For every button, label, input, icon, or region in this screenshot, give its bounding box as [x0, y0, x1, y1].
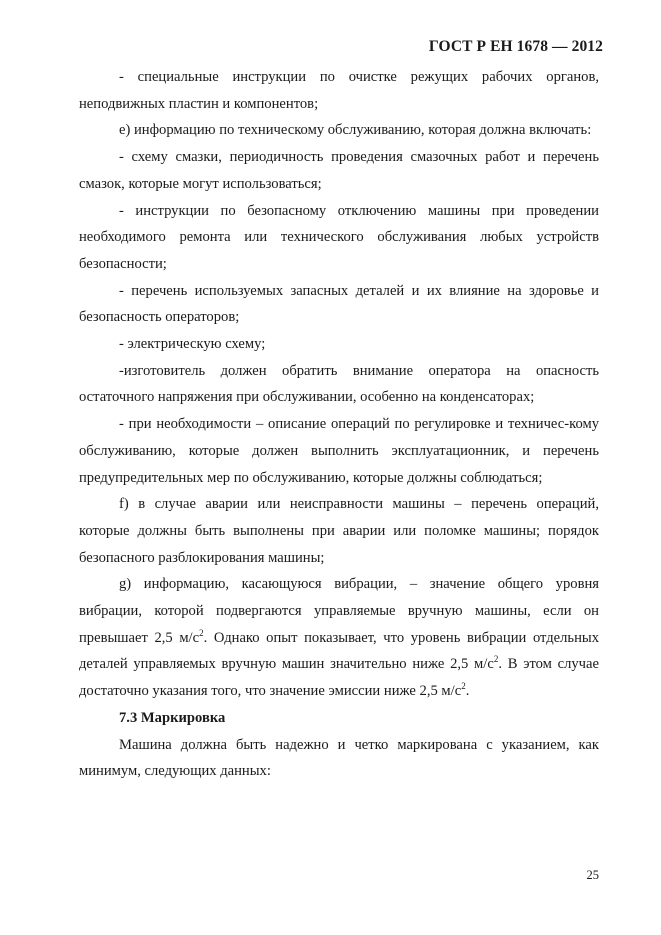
- paragraph-vibration: [79, 571, 599, 705]
- paragraph-emergency: f) в случае аварии или неисправности машины – перечень операций, которые должны быть выполнены при аварии или поломке машины; порядок безопасного разблокирования машины;: [79, 496, 599, 566]
- page-number: 25: [586, 868, 599, 882]
- superscript-2: 2: [199, 627, 204, 638]
- document-header: ГОСТ Р ЕН 1678 — 2012: [428, 38, 603, 55]
- paragraph-maintenance-info: е) информацию по техническому обслуживанию, которая должна включать:: [119, 122, 592, 139]
- paragraph-safe-shutdown: - инструкции по безопасному отключению машины при проведении необходимого ремонта или технического обслуживания любых устройств безопасности;: [79, 202, 599, 272]
- section-heading: 7.3 Маркировка: [119, 709, 226, 726]
- superscript-2: 2: [461, 681, 466, 692]
- paragraph-spare-parts: - перечень используемых запасных деталей и их влияние на здоровье и безопасность операторов;: [79, 282, 599, 326]
- paragraph-adjustment: - при необходимости – описание операций по регулировке и техничес-кому обслуживанию, которые должен выполнить эксплуатационник, и перечень предупредительных мер по обслуживанию, которые должны соблюдаться;: [79, 416, 599, 486]
- vibration-text-2: . Однако опыт показывает, что уровень вибрации отдельных деталей управляемых вручную машин значительно ниже 2,5 м/с: [79, 629, 599, 673]
- paragraph-electrical-scheme: - электрическую схему;: [119, 336, 266, 353]
- paragraph-residual-voltage: -изготовитель должен обратить внимание оператора на опасность остаточного напряжения при обслуживании, особенно на конденсаторах;: [79, 362, 599, 406]
- vibration-text-1: g) информацию, касающуюся вибрации, – значение общего уровня вибрации, которой подвергаются управляемые вручную машины, если он превышает 2,5 м/с: [79, 576, 599, 646]
- page-body: [79, 64, 599, 785]
- paragraph-marking: Машина должна быть надежно и четко маркирована с указанием, как минимум, следующих данных:: [79, 736, 599, 780]
- paragraph-cleaning-instructions: - специальные инструкции по очистке режущих рабочих органов, неподвижных пластин и компонентов;: [79, 69, 599, 112]
- superscript-2: 2: [493, 654, 499, 665]
- paragraph-lubrication: - схему смазки, периодичность проведения смазочных работ и перечень смазок, которые могут использоваться;: [79, 149, 599, 192]
- vibration-text-3: . В этом случае достаточно указания того, что значение эмиссии ниже 2,5 м/с: [79, 656, 599, 700]
- vibration-text-4: .: [465, 683, 470, 700]
